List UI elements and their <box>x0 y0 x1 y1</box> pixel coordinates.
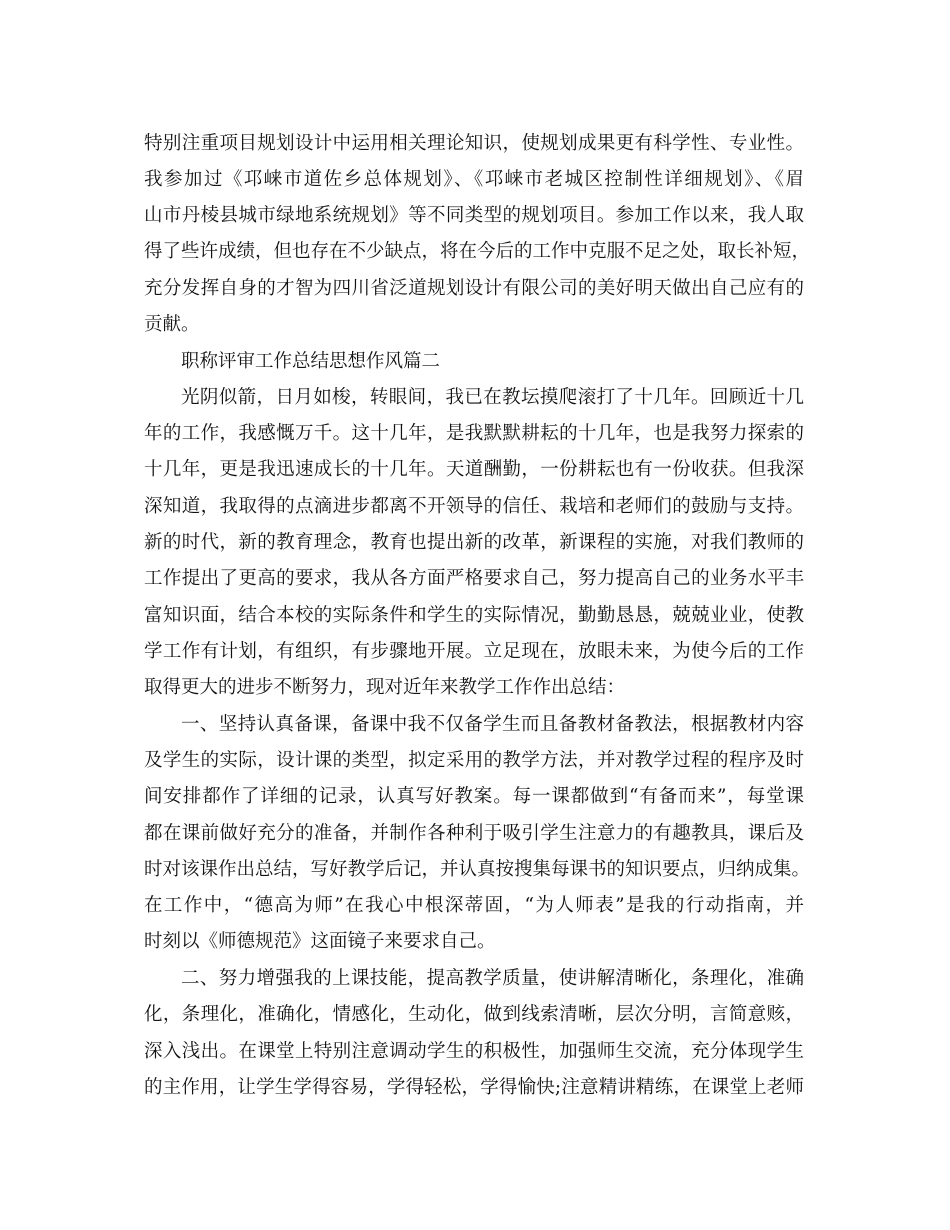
text-line: 学工作有计划，有组织，有步骤地开展。立足现在，放眼未来，为使今后的工作 <box>144 641 804 662</box>
text-line: 特别注重项目规划设计中运用相关理论知识，使规划成果更有科学性、专业性。 <box>144 133 804 154</box>
text-line: 工作提出了更高的要求，我从各方面严格要求自己，努力提高自己的业务水平丰 <box>144 568 804 589</box>
text-line: 时对该课作出总结，写好教学后记，并认真按搜集每课书的知识要点，归纳成集。 <box>144 859 811 880</box>
text-line: 一、坚持认真备课，备课中我不仅备学生而且备教材备教法，根据教材内容 <box>181 714 804 735</box>
text-line: 及学生的实际，设计课的类型，拟定采用的教学方法，并对教学过程的程序及时 <box>144 750 804 771</box>
text-line: 在工作中，“德高为师”在我心中根深蒂固，“为人师表”是我的行动指南，并 <box>144 895 804 916</box>
text-line: 年的工作，我感慨万千。这十几年，是我默默耕耘的十几年，也是我努力探索的 <box>144 423 804 444</box>
text-line: 十几年，更是我迅速成长的十几年。天道酬勤，一份耕耘也有一份收获。但我深 <box>144 459 804 480</box>
text-line: 深知道，我取得的点滴进步都离不开领导的信任、栽培和老师们的鼓励与支持。 <box>144 496 804 517</box>
section-heading: 职称评审工作总结思想作风篇二 <box>181 351 441 372</box>
text-line: 取得更大的进步不断努力，现对近年来教学工作作出总结： <box>144 677 626 698</box>
text-line: 化，条理化，准确化，情感化，生动化，做到线索清晰，层次分明，言简意赅， <box>144 1004 804 1025</box>
text-line: 山市丹棱县城市绿地系统规划》等不同类型的规划项目。参加工作以来，我人取 <box>144 205 804 226</box>
text-line: 二、努力增强我的上课技能，提高教学质量，使讲解清晰化，条理化，准确 <box>181 968 804 989</box>
text-line: 深入浅出。在课堂上特别注意调动学生的积极性，加强师生交流，充分体现学生 <box>144 1041 804 1062</box>
text-line: 都在课前做好充分的准备，并制作各种利于吸引学生注意力的有趣教具，课后及 <box>144 823 804 844</box>
text-line: 得了些许成绩，但也存在不少缺点，将在今后的工作中克服不足之处，取长补短， <box>144 241 811 262</box>
text-line: 时刻以《师德规范》这面镜子来要求自己。 <box>144 931 496 952</box>
text-line: 贡献。 <box>144 314 200 335</box>
text-line: 富知识面，结合本校的实际条件和学生的实际情况，勤勤恳恳，兢兢业业，使教 <box>144 605 804 626</box>
text-line: 间安排都作了详细的记录，认真写好教案。每一课都做到“有备而来”，每堂课 <box>144 786 804 807</box>
text-line: 的主作用，让学生学得容易，学得轻松，学得愉快;注意精讲精练，在课堂上老师 <box>144 1077 804 1098</box>
text-line: 光阴似箭，日月如梭，转眼间，我已在教坛摸爬滚打了十几年。回顾近十几 <box>181 387 804 408</box>
text-line: 充分发挥自身的才智为四川省泛道规划设计有限公司的美好明天做出自己应有的 <box>144 278 804 299</box>
text-line: 新的时代，新的教育理念，教育也提出新的改革，新课程的实施，对我们教师的 <box>144 532 804 553</box>
text-line: 我参加过《邛崃市道佐乡总体规划》、《邛崃市老城区控制性详细规划》、《眉 <box>144 169 804 190</box>
